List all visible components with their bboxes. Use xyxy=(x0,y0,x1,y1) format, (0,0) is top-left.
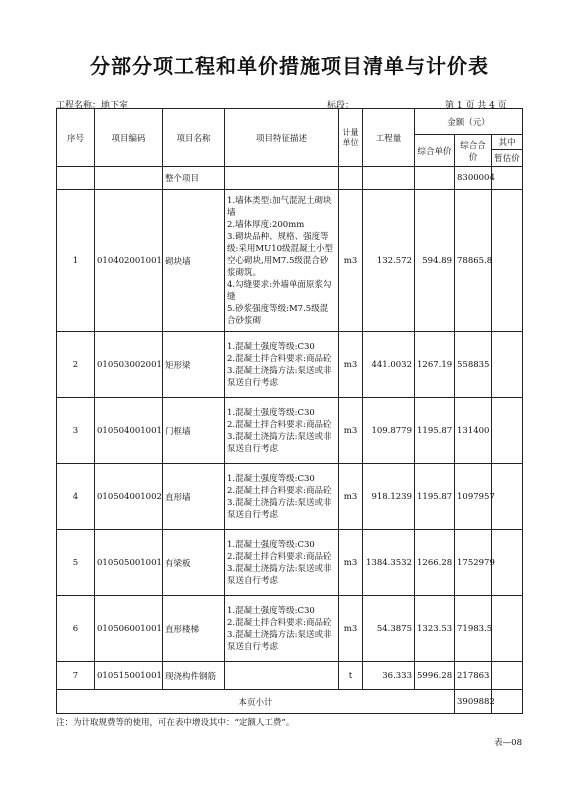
row-total: 1752979 xyxy=(455,530,492,596)
row-code: 010515001001 xyxy=(95,662,163,690)
header-desc: 项目特征描述 xyxy=(225,109,339,167)
row-qty: 918.1239 xyxy=(363,464,415,530)
row-unit: m3 xyxy=(339,596,363,662)
row-desc xyxy=(225,662,339,690)
row-name: 门框墙 xyxy=(163,398,225,464)
whole-project-name: 整个项目 xyxy=(163,167,225,190)
row-total: 78865.8 xyxy=(455,190,492,332)
row-qty: 441.0032 xyxy=(363,332,415,398)
row-qty: 1384.3532 xyxy=(363,530,415,596)
header-of-which-cell xyxy=(492,135,523,167)
page-title: 分部分项工程和单价措施项目清单与计价表 xyxy=(90,54,489,78)
row-provisional xyxy=(492,190,523,332)
row-name: 有梁板 xyxy=(163,530,225,596)
subtotal-row xyxy=(57,690,523,714)
table-row xyxy=(57,398,523,464)
whole-project-total: 8300004 xyxy=(455,167,492,190)
row-provisional xyxy=(492,464,523,530)
row-provisional xyxy=(492,596,523,662)
row-desc: 1.混凝土强度等级:C30 2.混凝土拌合料要求:商品砼 3.混凝土浇捣方法:泵送或非泵送自行考虑 xyxy=(225,332,339,398)
row-code: 010504001001 xyxy=(95,398,163,464)
row-seq: 1 xyxy=(57,190,95,332)
header-name: 项目名称 xyxy=(163,109,225,167)
row-qty: 36.333 xyxy=(363,662,415,690)
row-price: 594.89 xyxy=(415,190,455,332)
section-label: 标段： xyxy=(327,101,355,111)
header-provisional: 暂估价 xyxy=(494,154,520,164)
row-provisional xyxy=(492,530,523,596)
row-desc: 1.墙体类型:加气混泥土砌块墙 2.墙体厚度:200mm 3.砌块品种、规格、强度等级:采用MU10级混凝土小型空心砌块,用M7.5级混合砂浆砌筑。 4.勾缝要求:外墙单面原浆勾缝 5.砂浆强度等级:M7.5级混合砂浆砌 xyxy=(225,190,339,332)
row-qty: 109.8779 xyxy=(363,398,415,464)
row-seq: 2 xyxy=(57,332,95,398)
row-price: 1195.87 xyxy=(415,398,455,464)
row-unit: m3 xyxy=(339,332,363,398)
row-unit: m3 xyxy=(339,464,363,530)
row-qty: 54.3875 xyxy=(363,596,415,662)
row-name: 矩形梁 xyxy=(163,332,225,398)
table-row xyxy=(57,596,523,662)
footnote: 注：为计取规费等的使用，可在表中增设其中：“定额人工费”。 xyxy=(56,718,295,728)
row-provisional xyxy=(492,332,523,398)
project-name: 工程名称：地下室 xyxy=(56,101,129,111)
row-price: 1195.87 xyxy=(415,464,455,530)
table-row xyxy=(57,530,523,596)
header-qty: 工程量 xyxy=(363,109,415,167)
row-name: 直形楼梯 xyxy=(163,596,225,662)
row-seq: 3 xyxy=(57,398,95,464)
row-price: 1266.28 xyxy=(415,530,455,596)
row-desc: 1.混凝土强度等级:C30 2.混凝土拌合料要求:商品砼 3.混凝土浇捣方法:泵送或非泵送自行考虑 xyxy=(225,596,339,662)
row-seq: 6 xyxy=(57,596,95,662)
header-total: 综合合价 xyxy=(455,135,492,167)
table-row xyxy=(57,464,523,530)
row-desc: 1.混凝土强度等级:C30 2.混凝土拌合料要求:商品砼 3.混凝土浇捣方法:泵送或非泵送自行考虑 xyxy=(225,464,339,530)
row-unit: t xyxy=(339,662,363,690)
row-total: 1097957 xyxy=(455,464,492,530)
row-price: 5996.28 xyxy=(415,662,455,690)
row-unit: m3 xyxy=(339,530,363,596)
row-name: 现浇构件钢筋 xyxy=(163,662,225,690)
table-row xyxy=(57,662,523,690)
row-seq: 4 xyxy=(57,464,95,530)
table-row xyxy=(57,190,523,332)
header-unit-price: 综合单价 xyxy=(415,135,455,167)
row-code: 010504001002 xyxy=(95,464,163,530)
row-desc: 1.混凝土强度等级:C30 2.混凝土拌合料要求:商品砼 3.混凝土浇捣方法:泵送或非泵送自行考虑 xyxy=(225,530,339,596)
header-of-which: 其中 xyxy=(492,135,522,150)
header-code: 项目编码 xyxy=(95,109,163,167)
row-desc: 1.混凝土强度等级:C30 2.混凝土拌合料要求:商品砼 3.混凝土浇捣方法:泵送或非泵送自行考虑 xyxy=(225,398,339,464)
row-total: 71983.5 xyxy=(455,596,492,662)
page-indicator: 第 1 页 共 4 页 xyxy=(445,101,507,111)
row-total: 217863 xyxy=(455,662,492,690)
row-price: 1323.53 xyxy=(415,596,455,662)
row-price: 1267.19 xyxy=(415,332,455,398)
header-unit: 计量单位 xyxy=(339,109,363,167)
row-provisional xyxy=(492,662,523,690)
row-qty: 132.572 xyxy=(363,190,415,332)
row-unit: m3 xyxy=(339,190,363,332)
row-code: 010505001001 xyxy=(95,530,163,596)
header-amount: 金额（元） xyxy=(415,109,523,135)
table-row xyxy=(57,332,523,398)
row-code: 010402001001 xyxy=(95,190,163,332)
row-name: 砌块墙 xyxy=(163,190,225,332)
header-seq: 序号 xyxy=(57,109,95,167)
row-seq: 7 xyxy=(57,662,95,690)
row-provisional xyxy=(492,398,523,464)
form-number: 表—08 xyxy=(494,738,522,748)
subtotal-label: 本页小计 xyxy=(57,690,455,714)
whole-project-row xyxy=(57,167,523,190)
row-code: 010503002001 xyxy=(95,332,163,398)
row-unit: m3 xyxy=(339,398,363,464)
row-seq: 5 xyxy=(57,530,95,596)
subtotal-total: 3909882 xyxy=(455,690,492,714)
pricing-table xyxy=(56,108,523,714)
row-total: 558835 xyxy=(455,332,492,398)
row-name: 直形墙 xyxy=(163,464,225,530)
row-total: 131400 xyxy=(455,398,492,464)
row-code: 010506001001 xyxy=(95,596,163,662)
